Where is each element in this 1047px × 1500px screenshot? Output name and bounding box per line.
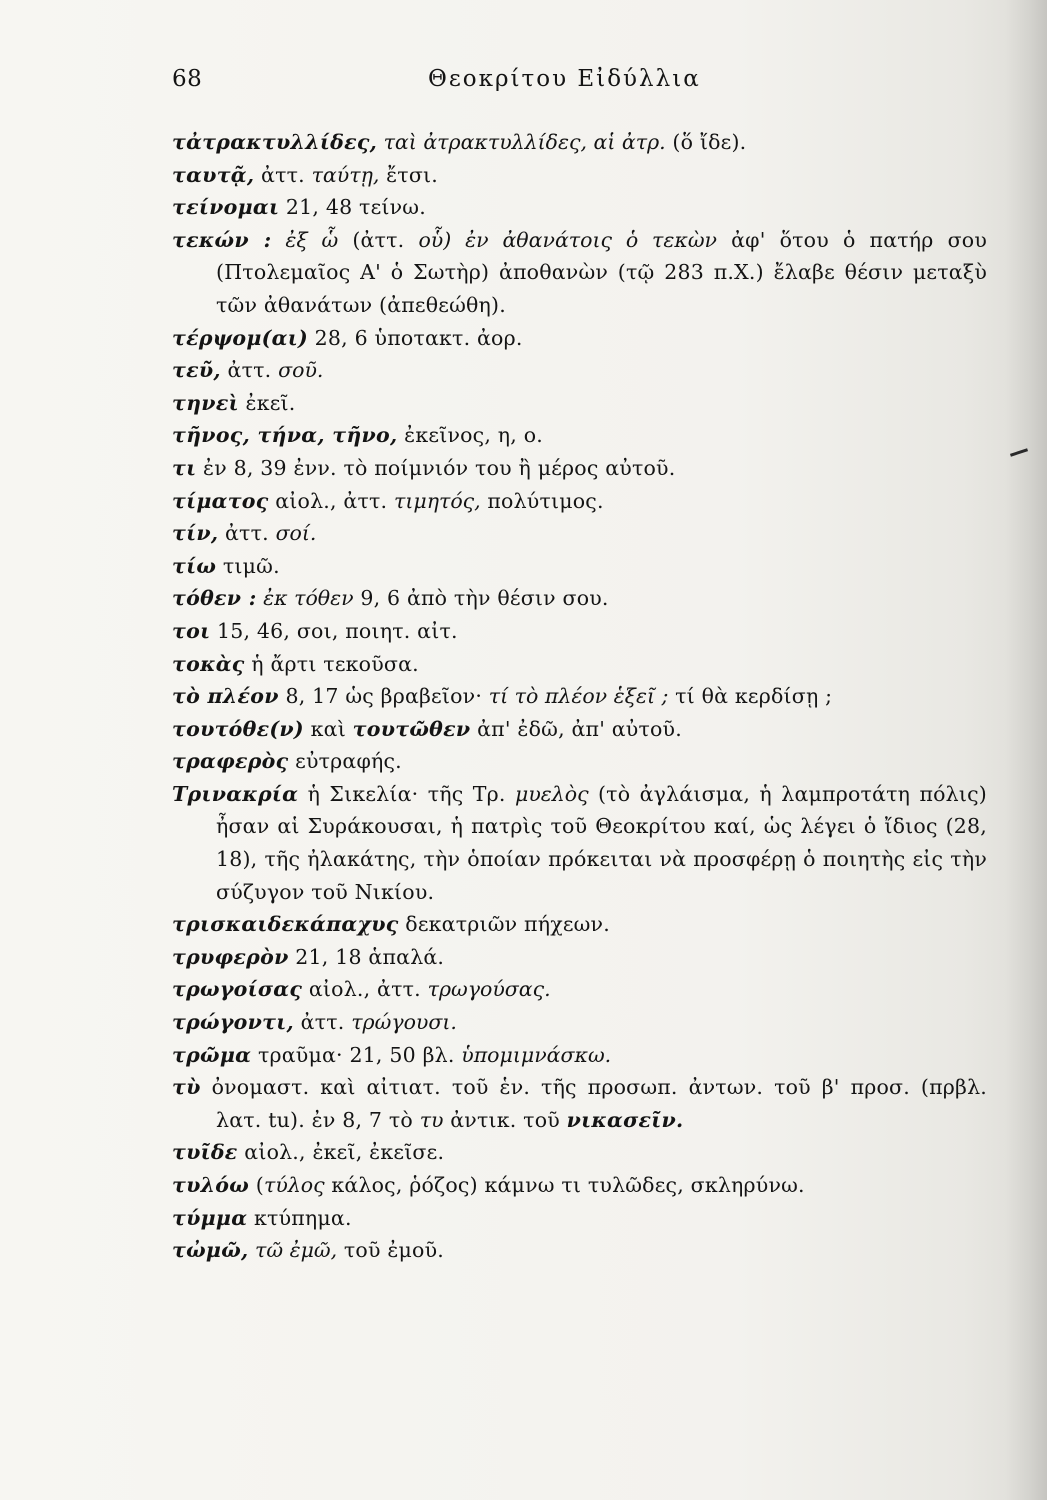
glossary-entry <box>172 745 987 778</box>
running-title: Θεοκρίτου Εἰδύλλια <box>428 66 701 92</box>
entry-text: τῶ ἐμῶ, <box>248 1238 338 1263</box>
entry-headword: τουτόθε(ν) <box>172 716 304 741</box>
glossary-entry <box>172 159 987 192</box>
entry-headword: τἀτρακτυλλίδες, <box>172 130 378 154</box>
entry-text: τρωγούσας. <box>427 977 551 1002</box>
entry-headword: τι <box>172 455 197 480</box>
entry-text: αἰολ., ἀττ. <box>268 488 394 513</box>
entry-headword: τρυφερὸν <box>172 944 289 969</box>
entry-text: σοί. <box>275 521 317 546</box>
entry-headword: τύμμα <box>172 1205 248 1230</box>
entry-text: ὀνομαστ. καὶ αἰτιατ. τοῦ ἑν. τῆς προσωπ. ἀντων. τοῦ β' προσ. (πρβλ. λατ. tu). ἐν 8, 7 τὸ <box>200 1075 987 1132</box>
entry-text: ( <box>249 1173 265 1197</box>
entry-headword: τεῦ, <box>172 358 221 383</box>
entry-text: μυελὸς <box>515 781 589 806</box>
entry-text: 21, 18 ἁπαλά. <box>288 944 445 969</box>
glossary-entry <box>172 1136 987 1169</box>
entry-text: ταὶ ἀτρακτυλλίδες, αἱ ἀτρ. <box>377 130 666 154</box>
glossary-entry <box>172 713 987 746</box>
entry-text: ἡ ἄρτι τεκοῦσα. <box>244 651 419 676</box>
entry-headword: Τρινακρία <box>172 781 299 806</box>
glossary-entry <box>172 582 987 615</box>
glossary-entry <box>172 941 987 974</box>
glossary-entry <box>172 224 987 322</box>
entry-text: σοῦ. <box>278 358 324 383</box>
entry-text: ἀπ' ἐδῶ, ἀπ' αὐτοῦ. <box>470 716 682 741</box>
glossary-entry <box>172 550 987 583</box>
entry-text: αἰολ., ἐκεῖ, ἐκεῖσε. <box>237 1140 445 1165</box>
glossary-entry <box>172 1071 987 1136</box>
entry-headword: τοκὰς <box>172 651 245 676</box>
entry-text: (ἀττ. <box>338 227 419 252</box>
glossary-entry <box>172 1234 987 1267</box>
glossary-entry <box>172 126 987 159</box>
entry-text: οὗ) ἐν ἀθανάτοις ὁ τεκὼν <box>418 227 718 252</box>
entry-headword: τὸ πλέον <box>172 684 279 709</box>
entry-text: τί θὰ κερδίσῃ ; <box>668 684 833 709</box>
entry-headword: τρώγοντι, <box>172 1010 294 1035</box>
entry-text: τραῦμα· 21, 50 βλ. <box>251 1042 462 1067</box>
glossary-entry <box>172 680 987 713</box>
entry-text: ἀττ. <box>293 1010 352 1035</box>
glossary-entry <box>172 1202 987 1235</box>
entry-text: 15, 46, σοι, ποιητ. αἰτ. <box>210 618 458 643</box>
entry-headword: τὺ <box>172 1075 201 1100</box>
entry-text: ἐκεῖνος, η, ο. <box>397 423 543 448</box>
entry-headword: τραφερὸς <box>172 749 289 774</box>
entry-text: ἀττ. <box>254 162 312 187</box>
glossary-entry <box>172 1169 987 1202</box>
entry-text: ὑπομιμνάσκω. <box>461 1042 612 1067</box>
glossary-entries <box>172 126 987 1267</box>
entry-text: ἔτσι. <box>379 162 438 187</box>
entry-text: τουτῶθεν <box>352 716 471 741</box>
entry-text: ἀφ' ὅτου ὁ πατήρ σου (Πτολεμαῖος Α' ὁ Σωτὴρ) ἀποθανὼν (τῷ 283 π.Χ.) ἔλαβε θέσιν μεταξὺ τῶν ἀθανάτων (ἀπεθεώθη). <box>216 227 988 317</box>
entry-text: ἀττ. <box>220 358 279 383</box>
entry-text: τύλος <box>264 1173 325 1197</box>
entry-text: 8, 17 ὡς βραβεῖον· <box>278 684 489 709</box>
entry-text: 9, 6 ἀπὸ τὴν θέσιν σου. <box>353 586 609 611</box>
entry-text: τιμῶ. <box>216 553 280 578</box>
entry-text: εὐτραφής. <box>288 749 402 774</box>
entry-text: ταύτῃ, <box>311 162 380 187</box>
entry-headword: τὠμῶ, <box>172 1238 249 1263</box>
entry-text: τί τὸ πλέον ἑξεῖ ; <box>488 684 669 709</box>
entry-text: ἀντικ. τοῦ <box>443 1107 567 1132</box>
entry-text: τοῦ ἐμοῦ. <box>337 1238 444 1263</box>
glossary-entry <box>172 419 987 452</box>
entry-text: αἰολ., ἀττ. <box>302 977 428 1002</box>
glossary-entry <box>172 615 987 648</box>
entry-text: πολύτιμος. <box>480 488 604 513</box>
entry-text: ἐξ ὧ <box>271 227 339 252</box>
entry-headword: τίματος <box>172 488 269 513</box>
glossary-entry <box>172 387 987 420</box>
entry-headword: τόθεν : <box>172 586 257 611</box>
entry-headword: τίν, <box>172 521 219 546</box>
entry-headword: τρῶμα <box>172 1042 252 1067</box>
entry-headword: ταυτᾷ, <box>172 162 255 187</box>
glossary-entry <box>172 354 987 387</box>
entry-text: τιμητός, <box>394 488 481 513</box>
entry-headword: τέρψομ(αι) <box>172 325 308 350</box>
glossary-entry <box>172 452 987 485</box>
entry-text: κάλος, ῥόζος) κάμνω τι τυλῶδες, σκληρύνω. <box>324 1173 805 1197</box>
entry-text: καὶ <box>303 716 353 741</box>
glossary-entry <box>172 517 987 550</box>
entry-text: 28, 6 ὑποτακτ. ἀορ. <box>307 325 523 350</box>
page-edge-shadow <box>1005 0 1047 1500</box>
entry-headword: τυλόω <box>172 1173 250 1197</box>
entry-text: ἐν 8, 39 ἐνν. τὸ ποίμνιόν του ἢ μέρος αὐτοῦ. <box>196 455 676 480</box>
entry-headword: τῆνος, τήνα, τῆνο, <box>172 423 398 448</box>
entry-text: κτύπημα. <box>247 1205 352 1230</box>
entry-headword: τίω <box>172 553 217 578</box>
glossary-entry <box>172 778 987 908</box>
entry-headword: τοι <box>172 618 211 643</box>
entry-text: τυ <box>419 1107 444 1132</box>
entry-text: ἀττ. <box>218 521 276 546</box>
entry-text: τρώγουσι. <box>351 1010 457 1035</box>
entry-text: (τὸ ἀγλάισμα, ἡ λαμπροτάτη πόλις) ἦσαν αἱ Συράκουσαι, ἡ πατρὶς τοῦ Θεοκρίτου καί, ὡς λέγει ὁ ἴδιος (28, 18), τῆς ἠλακάτης, τὴν ὁποίαν πρόκειται νὰ προσφέρῃ ὁ ποιητὴς εἰς τὴν σύζυγον τοῦ Νικίου. <box>216 781 987 904</box>
entry-text: ἐκ τόθεν <box>256 586 354 611</box>
entry-text: νικασεῖν. <box>566 1107 684 1132</box>
entry-text: 21, 48 τείνω. <box>279 195 426 220</box>
glossary-entry <box>172 648 987 681</box>
entry-text: ἡ Σικελία· τῆς Τρ. <box>298 781 515 806</box>
entry-headword: τείνομαι <box>172 195 280 220</box>
entry-text: δεκατριῶν πήχεων. <box>398 912 610 937</box>
entry-headword: τρωγοίσας <box>172 977 303 1002</box>
entry-headword: τηνεὶ <box>172 390 239 415</box>
entry-headword: τεκών : <box>172 227 272 252</box>
glossary-entry <box>172 322 987 355</box>
entry-text: ἐκεῖ. <box>238 390 296 415</box>
page-header <box>172 62 984 102</box>
glossary-entry <box>172 1006 987 1039</box>
entry-text: (ὅ ἴδε). <box>665 130 747 154</box>
page-number: 68 <box>172 66 203 92</box>
glossary-entry <box>172 973 987 1006</box>
entry-headword: τυῖδε <box>172 1140 238 1165</box>
glossary-entry <box>172 485 987 518</box>
glossary-entry <box>172 191 987 224</box>
glossary-entry <box>172 908 987 941</box>
entry-headword: τρισκαιδεκάπαχυς <box>172 912 399 937</box>
glossary-entry <box>172 1039 987 1072</box>
